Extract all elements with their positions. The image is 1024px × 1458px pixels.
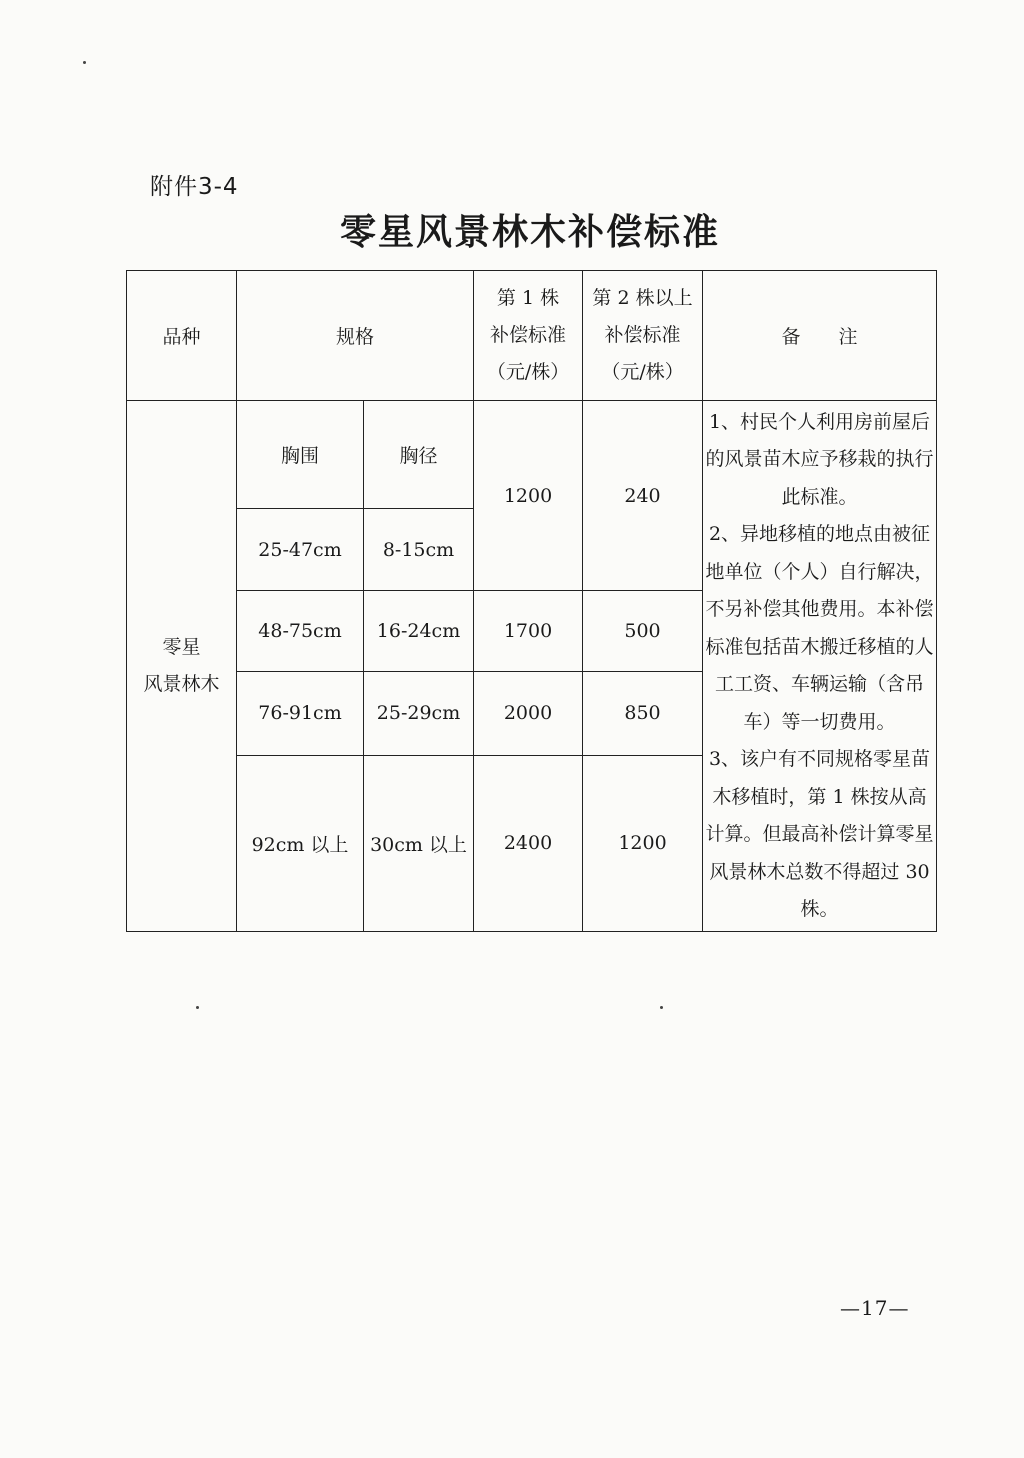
scan-speck bbox=[83, 61, 86, 64]
header-first-standard bbox=[474, 271, 583, 401]
remark-item-1: 1、村民个人利用房前屋后的风景苗木应予移栽的执行此标准。 bbox=[705, 410, 934, 508]
table-subheader-row bbox=[127, 401, 937, 509]
header-second-line1: 第 2 株以上 bbox=[592, 287, 693, 310]
scan-speck bbox=[660, 1006, 663, 1009]
row4-first: 2400 bbox=[474, 755, 583, 931]
row4-second: 1200 bbox=[583, 755, 703, 931]
row4-diameter: 30cm 以上 bbox=[364, 755, 474, 931]
variety-cell bbox=[127, 401, 237, 932]
table-header-row bbox=[127, 271, 937, 401]
remark-item-2: 2、异地移植的地点由被征地单位（个人）自行解决，不另补偿其他费用。本补偿标准包括苗木搬迁移植的人工工资、车辆运输（含吊车）等一切费用。 bbox=[705, 523, 934, 733]
subheader-diameter: 胸径 bbox=[364, 401, 474, 509]
remark-item-3: 3、该户有不同规格零星苗木移植时，第 1 株按从高计算。但最高补偿计算零星风景林木总数不得超过 30 株。 bbox=[705, 748, 934, 921]
header-second-line2: 补偿标准 bbox=[604, 324, 681, 347]
row3-first: 2000 bbox=[474, 671, 583, 755]
row1-diameter: 8-15cm bbox=[364, 509, 474, 591]
row2-diameter: 16-24cm bbox=[364, 591, 474, 671]
row3-diameter: 25-29cm bbox=[364, 671, 474, 755]
row2-girth: 48-75cm bbox=[237, 591, 364, 671]
subheader-girth: 胸围 bbox=[237, 401, 364, 509]
variety-line2: 风景林木 bbox=[143, 673, 220, 696]
remark-cell bbox=[703, 401, 937, 932]
row2-second: 500 bbox=[583, 591, 703, 671]
header-remark: 备 注 bbox=[703, 271, 937, 401]
row2-first: 1700 bbox=[474, 591, 583, 671]
document-title: 零星风景林木补偿标准 bbox=[339, 211, 720, 253]
header-first-line2: 补偿标准 bbox=[490, 324, 567, 347]
scan-speck bbox=[196, 1006, 199, 1009]
compensation-table bbox=[126, 270, 937, 932]
row3-second: 850 bbox=[583, 671, 703, 755]
row3-girth: 76-91cm bbox=[237, 671, 364, 755]
header-second-line3: （元/株） bbox=[601, 361, 684, 384]
row4-girth: 92cm 以上 bbox=[237, 755, 364, 931]
row1-second: 240 bbox=[583, 401, 703, 591]
page-number: —17— bbox=[840, 1296, 910, 1320]
header-variety: 品种 bbox=[127, 271, 237, 401]
row1-first: 1200 bbox=[474, 401, 583, 591]
header-second-standard bbox=[583, 271, 703, 401]
header-spec: 规格 bbox=[237, 271, 474, 401]
attachment-label: 附件3-4 bbox=[150, 174, 239, 200]
variety-line1: 零星 bbox=[162, 636, 201, 659]
header-first-line3: （元/株） bbox=[486, 361, 570, 384]
header-first-line1: 第 1 株 bbox=[496, 287, 560, 310]
row1-girth: 25-47cm bbox=[237, 509, 364, 591]
